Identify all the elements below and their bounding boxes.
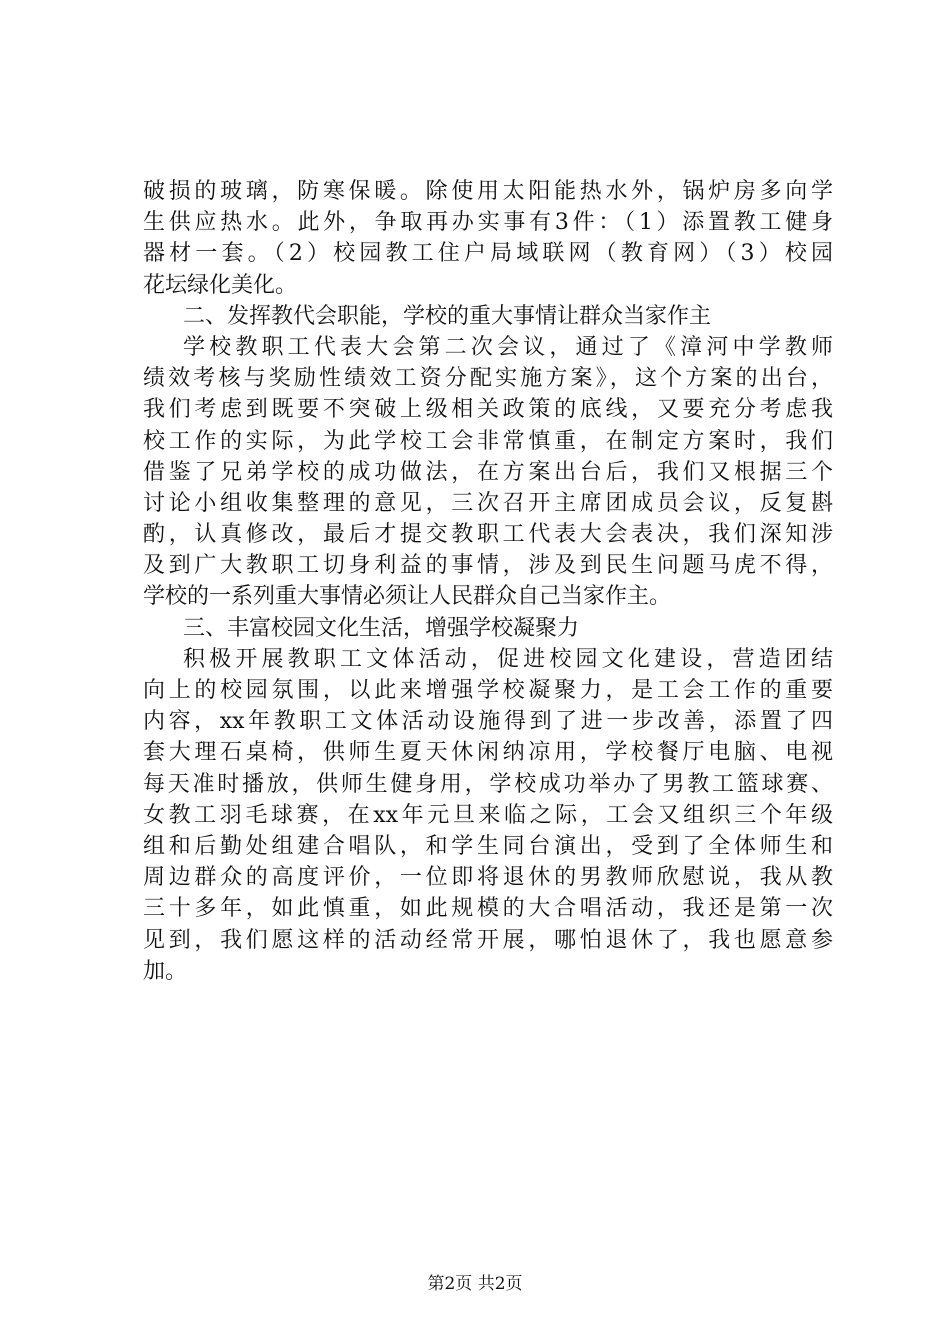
page-number-label: 第2页 共2页 xyxy=(427,1274,523,1294)
text-line: 周边群众的高度评价，一位即将退休的男教师欣慰说，我从教 xyxy=(143,865,833,891)
text-line: 组和后勤处组建合唱队，和学生同台演出，受到了全体师生和 xyxy=(143,833,833,859)
text-line: 每天准时播放，供师生健身用，学校成功举办了男教工篮球赛、 xyxy=(143,771,833,797)
text-line: 加。 xyxy=(143,958,188,984)
paragraph-first-line: 学校教职工代表大会第二次会议，通过了《漳河中学教师 xyxy=(183,334,833,360)
page-footer xyxy=(0,1273,950,1295)
section-heading-3: 三、丰富校园文化生活，增强学校凝聚力 xyxy=(183,615,580,641)
text-line: 借鉴了兄弟学校的成功做法，在方案出台后，我们又根据三个 xyxy=(143,459,833,485)
text-line: 校工作的实际，为此学校工会非常慎重，在制定方案时，我们 xyxy=(143,428,833,454)
text-line: 绩效考核与奖励性绩效工资分配实施方案》，这个方案的出台， xyxy=(143,366,833,392)
text-line: 套大理石桌椅，供师生夏天休闲纳凉用，学校餐厅电脑、电视 xyxy=(143,740,833,766)
paragraph-first-line: 积极开展教职工文体活动，促进校园文化建设，营造团结 xyxy=(183,646,833,672)
text-line: 及到广大教职工切身利益的事情，涉及到民生问题马虎不得， xyxy=(143,553,833,579)
text-line: 花坛绿化美化。 xyxy=(143,272,298,298)
section-heading-2: 二、发挥教代会职能，学校的重大事情让群众当家作主 xyxy=(183,303,712,329)
text-line: 学校的一系列重大事情必须让人民群众自己当家作主。 xyxy=(143,584,672,610)
text-line: 讨论小组收集整理的意见，三次召开主席团成员会议，反复斟 xyxy=(143,490,833,516)
document-body xyxy=(143,176,833,987)
text-line: 破损的玻璃，防寒保暖。除使用太阳能热水外，锅炉房多向学 xyxy=(143,179,833,204)
text-line: 内容，xx年教职工文体活动设施得到了进一步改善，添置了四 xyxy=(143,709,833,735)
text-line: 酌，认真修改，最后才提交教职工代表大会表决，我们深知涉 xyxy=(143,522,833,548)
text-line: 向上的校园氛围，以此来增强学校凝聚力，是工会工作的重要 xyxy=(143,678,833,703)
text-line: 生供应热水。此外，争取再办实事有3件：（1）添置教工健身 xyxy=(143,210,833,236)
text-line: 见到，我们愿这样的活动经常开展，哪怕退休了，我也愿意参 xyxy=(143,927,833,953)
text-line: 女教工羽毛球赛，在xx年元旦来临之际，工会又组织三个年级 xyxy=(143,802,833,828)
text-line: 三十多年，如此慎重，如此规模的大合唱活动，我还是第一次 xyxy=(143,896,833,922)
text-line: 我们考虑到既要不突破上级相关政策的底线，又要充分考虑我 xyxy=(143,397,833,423)
text-line: 器材一套。（2）校园教工住户局域联网（教育网）（3）校园 xyxy=(143,241,833,267)
